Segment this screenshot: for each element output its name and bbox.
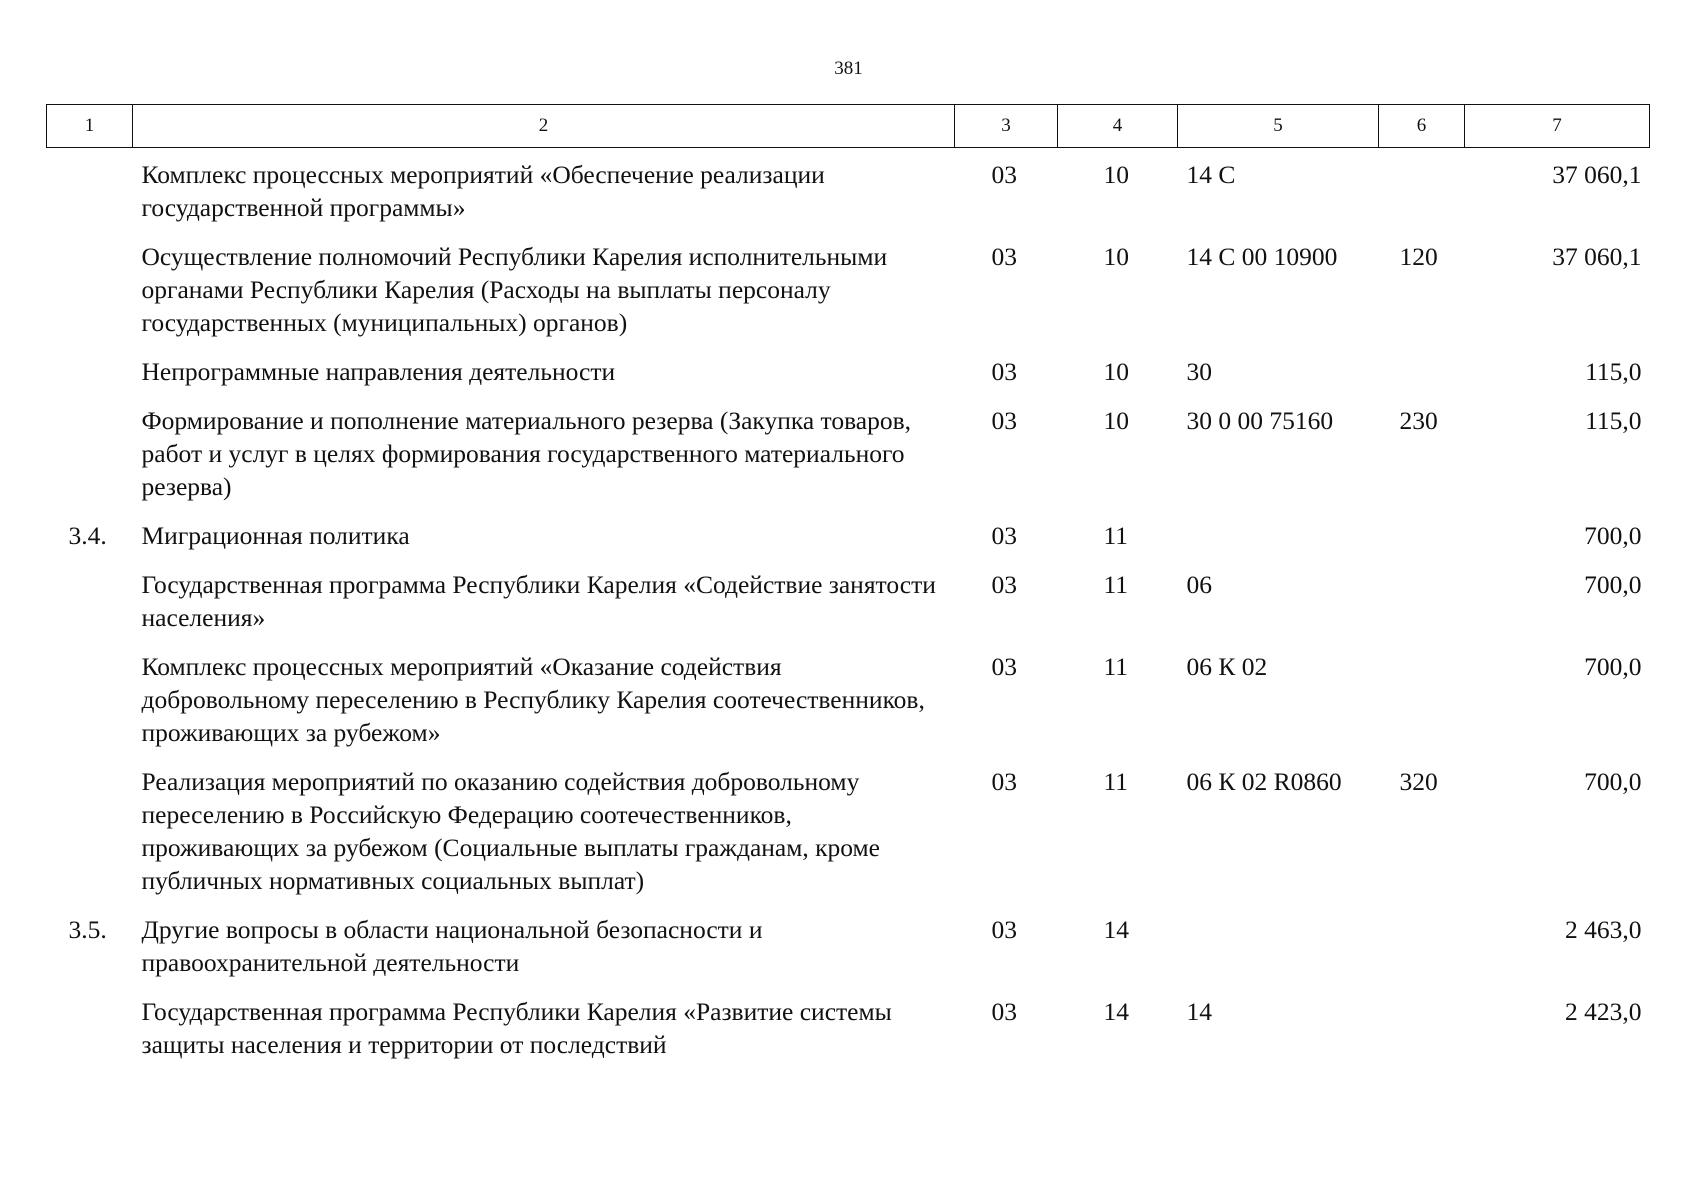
column-header-1: 1 xyxy=(47,105,133,148)
row-amount: 2 423,0 xyxy=(1565,997,1642,1026)
row-amount: 700,0 xyxy=(1584,767,1642,796)
row-amount: 115,0 xyxy=(1585,357,1642,386)
table-row xyxy=(47,650,1650,765)
row-target-code xyxy=(1178,913,1379,995)
row-section-code: 03 xyxy=(991,997,1017,1026)
page-number: 381 xyxy=(834,58,863,79)
row-expense-type: 120 xyxy=(1399,242,1438,271)
row-amount: 700,0 xyxy=(1584,652,1642,681)
row-name: Реализация мероприятий по оказанию содействия добровольному переселению в Российскую Федерацию соотечественников, проживающих за рубежом (Социальные выплаты гражданам, кроме публичных нормативных социальных выплат) xyxy=(141,767,880,895)
table-row xyxy=(47,355,1650,404)
row-target-code: 30 0 00 75160 xyxy=(1186,406,1334,435)
row-number xyxy=(47,355,133,404)
column-header-5: 5 xyxy=(1178,105,1379,148)
row-target-code: 06 К 02 xyxy=(1186,652,1268,681)
row-number xyxy=(47,240,133,355)
row-number xyxy=(47,765,133,913)
row-name: Другие вопросы в области национальной безопасности и правоохранительной деятельности xyxy=(141,915,763,977)
row-section-code: 03 xyxy=(991,406,1017,435)
row-subsection-code: 10 xyxy=(1103,357,1129,386)
row-amount: 700,0 xyxy=(1584,570,1642,599)
row-subsection-code: 11 xyxy=(1103,521,1129,550)
table-row xyxy=(47,765,1650,913)
table-row xyxy=(47,404,1650,519)
table-row xyxy=(47,568,1650,650)
row-name: Формирование и пополнение материального резерва (Закупка товаров, работ и услуг в целях формирования государственного материального резерва) xyxy=(141,406,912,501)
row-expense-type xyxy=(1379,650,1465,765)
row-section-code: 03 xyxy=(991,767,1017,796)
row-amount: 37 060,1 xyxy=(1552,160,1642,189)
row-amount: 37 060,1 xyxy=(1552,242,1642,271)
row-subsection-code: 10 xyxy=(1103,160,1129,189)
row-name: Непрограммные направления деятельности xyxy=(141,357,616,386)
row-name: Комплекс процессных мероприятий «Обеспечение реализации государственной программы» xyxy=(141,160,825,222)
column-header-3: 3 xyxy=(955,105,1058,148)
row-section-code: 03 xyxy=(991,915,1017,944)
row-subsection-code: 14 xyxy=(1103,997,1129,1026)
row-amount: 115,0 xyxy=(1585,406,1642,435)
budget-table xyxy=(46,104,1650,1077)
row-number: 3.4. xyxy=(68,521,107,550)
row-section-code: 03 xyxy=(991,570,1017,599)
row-amount: 2 463,0 xyxy=(1565,915,1642,944)
row-subsection-code: 10 xyxy=(1103,242,1129,271)
row-expense-type xyxy=(1379,568,1465,650)
row-expense-type xyxy=(1379,995,1465,1077)
table-row xyxy=(47,913,1650,995)
row-section-code: 03 xyxy=(991,357,1017,386)
row-section-code: 03 xyxy=(991,521,1017,550)
row-expense-type xyxy=(1379,355,1465,404)
row-name: Комплекс процессных мероприятий «Оказание содействия добровольному переселению в Республику Карелия соотечественников, проживающих за рубежом» xyxy=(141,652,925,747)
row-subsection-code: 11 xyxy=(1103,652,1129,681)
row-target-code xyxy=(1178,519,1379,568)
row-amount: 700,0 xyxy=(1584,521,1642,550)
table-row xyxy=(47,995,1650,1077)
row-expense-type xyxy=(1379,913,1465,995)
row-subsection-code: 11 xyxy=(1103,570,1129,599)
row-subsection-code: 11 xyxy=(1103,767,1129,796)
row-number xyxy=(47,568,133,650)
row-target-code: 14 xyxy=(1186,997,1212,1026)
row-number xyxy=(47,650,133,765)
row-expense-type: 230 xyxy=(1399,406,1438,435)
row-section-code: 03 xyxy=(991,160,1017,189)
table-row xyxy=(47,519,1650,568)
table-row xyxy=(47,148,1650,241)
row-number: 3.5. xyxy=(68,915,107,944)
row-subsection-code: 14 xyxy=(1103,915,1129,944)
column-header-2: 2 xyxy=(133,105,955,148)
row-target-code: 06 xyxy=(1186,570,1212,599)
row-target-code: 06 К 02 R0860 xyxy=(1186,767,1342,796)
row-target-code: 14 С 00 10900 xyxy=(1186,242,1338,271)
table-header-row xyxy=(47,105,1650,148)
row-number xyxy=(47,995,133,1077)
row-expense-type: 320 xyxy=(1399,767,1438,796)
row-name: Государственная программа Республики Карелия «Развитие системы защиты населения и территории от последствий xyxy=(141,997,892,1059)
row-expense-type xyxy=(1379,519,1465,568)
row-section-code: 03 xyxy=(991,242,1017,271)
row-number xyxy=(47,404,133,519)
row-name: Миграционная политика xyxy=(141,521,410,550)
row-name: Государственная программа Республики Карелия «Содействие занятости населения» xyxy=(141,570,936,632)
row-target-code: 30 xyxy=(1186,357,1212,386)
column-header-4: 4 xyxy=(1058,105,1178,148)
row-subsection-code: 10 xyxy=(1103,406,1129,435)
row-expense-type xyxy=(1379,148,1465,241)
table-row xyxy=(47,240,1650,355)
column-header-6: 6 xyxy=(1379,105,1465,148)
column-header-7: 7 xyxy=(1465,105,1650,148)
row-name: Осуществление полномочий Республики Карелия исполнительными органами Республики Карелия (Расходы на выплаты персоналу государственных (муниципальных) органов) xyxy=(141,242,888,337)
row-number xyxy=(47,148,133,241)
row-target-code: 14 С xyxy=(1186,160,1236,189)
row-section-code: 03 xyxy=(991,652,1017,681)
